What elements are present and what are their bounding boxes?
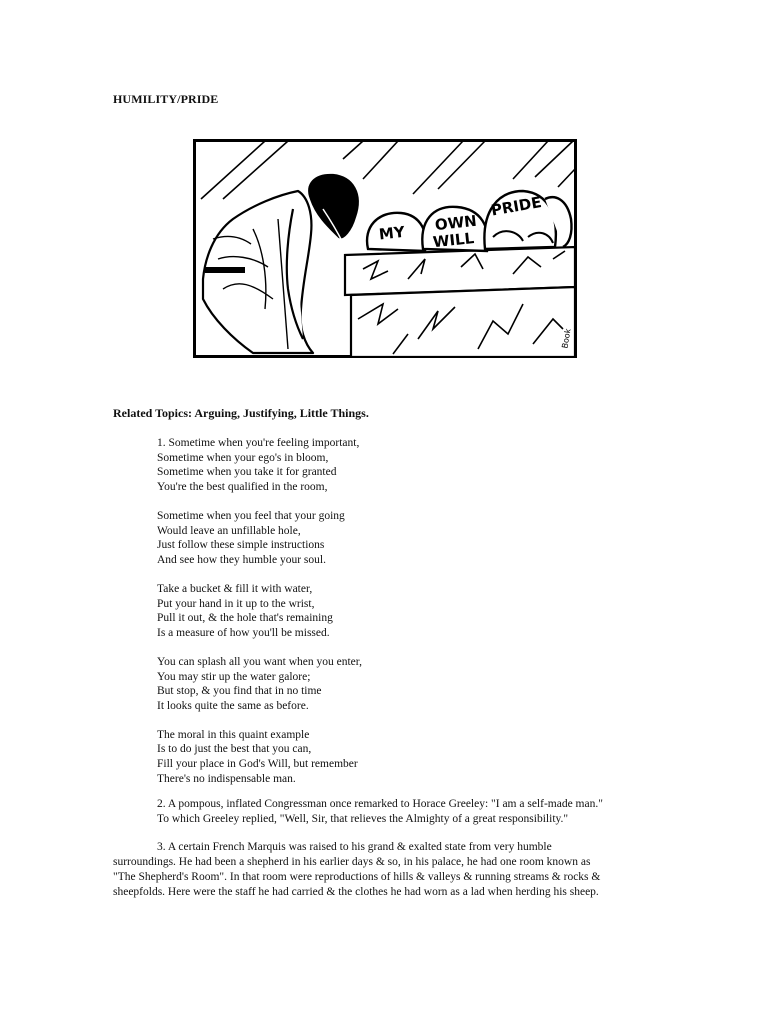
poem-line: Sometime when you feel that your going bbox=[157, 509, 345, 522]
paragraph-line: surroundings. He had been a shepherd in his earlier days & so, in his palace, he had one room known as bbox=[113, 856, 591, 868]
stone-label-own: OWN bbox=[434, 211, 478, 235]
poem-line: Is a measure of how you'll be missed. bbox=[157, 626, 330, 639]
poem-line: You may stir up the water galore; bbox=[157, 670, 311, 683]
poem-line: Take a bucket & fill it with water, bbox=[157, 582, 313, 595]
artist-signature: Book bbox=[560, 327, 573, 350]
poem-line: Pull it out, & the hole that's remaining bbox=[157, 612, 333, 625]
poem-stanza bbox=[157, 509, 717, 567]
poem-stanza bbox=[157, 436, 717, 494]
poem bbox=[157, 436, 717, 801]
poem-line: You're the best qualified in the room, bbox=[157, 480, 328, 493]
poem-line: The moral in this quaint example bbox=[157, 728, 310, 741]
poem-line: You can splash all you want when you enter, bbox=[157, 655, 363, 668]
paragraph-line: sheepfolds. Here were the staff he had carried & the clothes he had worn as a lad when herding his sheep. bbox=[113, 886, 599, 898]
poem-line: Fill your place in God's Will, but remember bbox=[157, 758, 358, 771]
poem-line: 1. Sometime when you're feeling important, bbox=[157, 437, 360, 449]
poem-line: Put your hand in it up to the wrist, bbox=[157, 597, 315, 610]
poem-line: But stop, & you find that in no time bbox=[157, 685, 322, 698]
humility-pride-illustration bbox=[193, 139, 577, 358]
paragraph-line: 2. A pompous, inflated Congressman once remarked to Horace Greeley: "I am a self-made man." bbox=[157, 798, 603, 810]
poem-stanza bbox=[157, 582, 717, 640]
poem-line: And see how they humble your soul. bbox=[157, 553, 326, 566]
poem-line: Just follow these simple instructions bbox=[157, 539, 325, 552]
stone-label-pride: PRIDE bbox=[489, 193, 543, 220]
poem-stanza bbox=[157, 728, 717, 786]
related-topics: Related Topics: Arguing, Justifying, Little Things. bbox=[113, 406, 369, 420]
stone-label-will: WILL bbox=[432, 229, 475, 252]
stone-label-my: MY bbox=[378, 222, 406, 244]
paragraph-line: To which Greeley replied, "Well, Sir, that relieves the Almighty of a great responsibility." bbox=[157, 813, 569, 825]
poem-line: There's no indispensable man. bbox=[157, 772, 296, 785]
page-heading: HUMILITY/PRIDE bbox=[113, 92, 219, 106]
paragraph-line: "The Shepherd's Room". In that room were reproductions of hills & valleys & running streams & rocks & bbox=[113, 871, 601, 883]
poem-stanza bbox=[157, 655, 717, 713]
poem-line: Sometime when you take it for granted bbox=[157, 466, 337, 479]
poem-line: It looks quite the same as before. bbox=[157, 699, 309, 712]
paragraph-2 bbox=[113, 797, 673, 827]
paragraph-line: 3. A certain French Marquis was raised to his grand & exalted state from very humble bbox=[157, 841, 552, 853]
poem-line: Would leave an unfillable hole, bbox=[157, 524, 301, 537]
poem-line: Sometime when your ego's in bloom, bbox=[157, 451, 329, 464]
paragraph-3 bbox=[113, 840, 673, 900]
poem-line: Is to do just the best that you can, bbox=[157, 743, 312, 756]
